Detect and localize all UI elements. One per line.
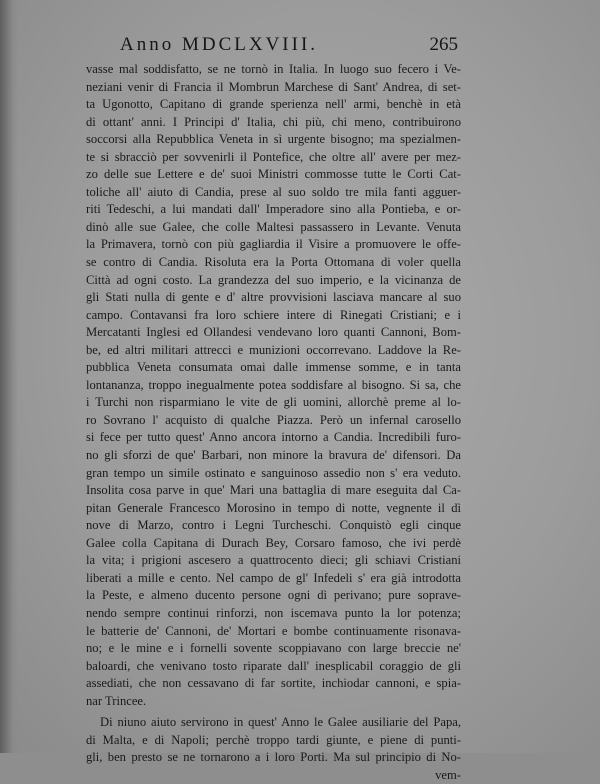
text-line: riti Tedeschi, a lui mandati dall' Imperadore sino alla Pontieba, e or- — [86, 202, 461, 217]
text-line: le batterie de' Cannoni, de' Mortari e bombe continuamente risonava- — [86, 623, 461, 638]
text-line: liberati a mille e cento. Nel campo de gl' Infedeli s' era già introdotta — [86, 570, 461, 585]
text-line: lontananza, troppo inegualmente potea soddisfare al bisogno. Si sa, che — [86, 377, 461, 392]
text-line: gli Stati nulla di gente e d' altre provvisioni lasciava mancare al suo — [86, 290, 461, 305]
paragraph-2 — [86, 714, 461, 767]
text-line: nar Trincee. — [86, 693, 147, 708]
text-line: neziani venir di Francia il Mombrun Marchese di Sant' Andrea, di set- — [86, 79, 461, 94]
text-line: Di niuno aiuto servirono in quest' Anno le Galee ausiliarie del Papa, — [100, 715, 461, 730]
text-line: baloardi, che venivano tosto riparate dall' inesplicabil coraggio de gli — [86, 658, 461, 673]
catchword: vem- — [435, 767, 461, 782]
text-line: i Turchi non risparmiano le vite de gli uomini, allorchè preme al lo- — [86, 395, 461, 410]
text-line: pubblica Veneta consumata omai dalle immense somme, e in tanta — [86, 360, 461, 375]
text-line: Città ad ogni costo. La grandezza del suo imperio, e la vicinanza de — [86, 272, 461, 287]
page-gutter-shadow — [0, 0, 18, 753]
text-line: Insolita cosa parve in que' Mari una battaglia di mare eseguita dal Ca- — [86, 483, 461, 498]
text-line: be, ed altri militari attrecci e munizioni occorrevano. Laddove la Re- — [86, 342, 461, 357]
text-line: nove di Marzo, contro i Legni Turcheschi. Conquistò egli cinque — [86, 518, 461, 533]
text-line: toliche all' aiuto di Candia, prese al suo soldo tre mila fanti agguer- — [86, 184, 461, 199]
text-line: gli, ben presto se ne tornarono a i loro Porti. Ma sul principio di No- — [86, 750, 461, 765]
body-text — [86, 61, 461, 784]
page-number: 265 — [429, 34, 458, 55]
text-line: gran tempo un simile ostinato e sanguinoso assedio non s' era veduto. — [86, 465, 461, 480]
running-header — [120, 34, 458, 60]
paragraph-1 — [86, 61, 461, 710]
text-line: ta Ugonotto, Capitano di grande sperienza nell' armi, benchè in età — [86, 97, 461, 112]
text-line: te si sbracciò per sovvenirli il Pontefice, che oltre all' avere per mez- — [86, 149, 461, 164]
text-line: se contro di Candia. Risoluta era la Porta Ottomana di voler quella — [86, 255, 461, 270]
text-line: la vita; i prigioni ascesero a quattrocento dieci; gli schiavi Cristiani — [86, 553, 461, 568]
text-line: vasse mal soddisfatto, se ne tornò in Italia. In luogo suo fecero i Ve- — [86, 62, 461, 76]
text-line: soccorsi alla Repubblica Veneta in sì urgente bisogno; ma spezialmen- — [86, 132, 461, 147]
running-title: Anno MDCLXVIII. — [120, 34, 319, 55]
text-line: la Primavera, tornò con più gagliardia il Visire a promuovere le offe- — [86, 237, 461, 252]
text-line: la Peste, e almeno ducento persone ogni dì perivano; pure soprave- — [86, 588, 461, 603]
text-line: pitan Generale Francesco Morosino in tempo di notte, vegnente il dì — [86, 500, 461, 515]
text-line: no gli sforzi de que' Barbari, non minore la bravura de' difensori. Da — [86, 448, 461, 463]
text-line: Mercatanti Inglesi ed Ollandesi vendevano loro quanti Cannoni, Bom- — [86, 325, 461, 340]
text-line: assediati, che non cessavano di far sortite, inchiodar cannoni, e spia- — [86, 676, 461, 691]
text-line: zo delle sue Lettere e de' suoi Ministri commosse tutte le Corti Cat- — [86, 167, 461, 182]
text-line: campo. Contavansi fra loro schiere intere di Rinegati Cristiani; e i — [86, 307, 461, 322]
text-line: ro Sovrano l' acquisto di qualche Piazza. Però un infernal carosello — [86, 412, 461, 427]
text-line: no; e le mine e i fornelli sovente scoppiavano con large breccie ne' — [86, 641, 461, 656]
text-line: si fece per tutto quest' Anno ancora intorno a Candia. Incredibili furo- — [86, 430, 461, 445]
text-line: nendo sempre continui rinforzi, non iscemava punto la lor potenza; — [86, 605, 461, 620]
text-line: Galee colla Capitana di Durach Bey, Corsaro famoso, che ivi perdè — [86, 535, 461, 550]
text-line: dinò alle sue Galee, che colle Maltesi passassero in Levante. Venuta — [86, 219, 461, 234]
text-line: di Malta, e di Napoli; perchè troppo tardi giunte, e piene di punti- — [86, 732, 461, 747]
text-line: di ottant' anni. I Principi d' Italia, chi più, chi meno, contribuirono — [86, 114, 461, 129]
